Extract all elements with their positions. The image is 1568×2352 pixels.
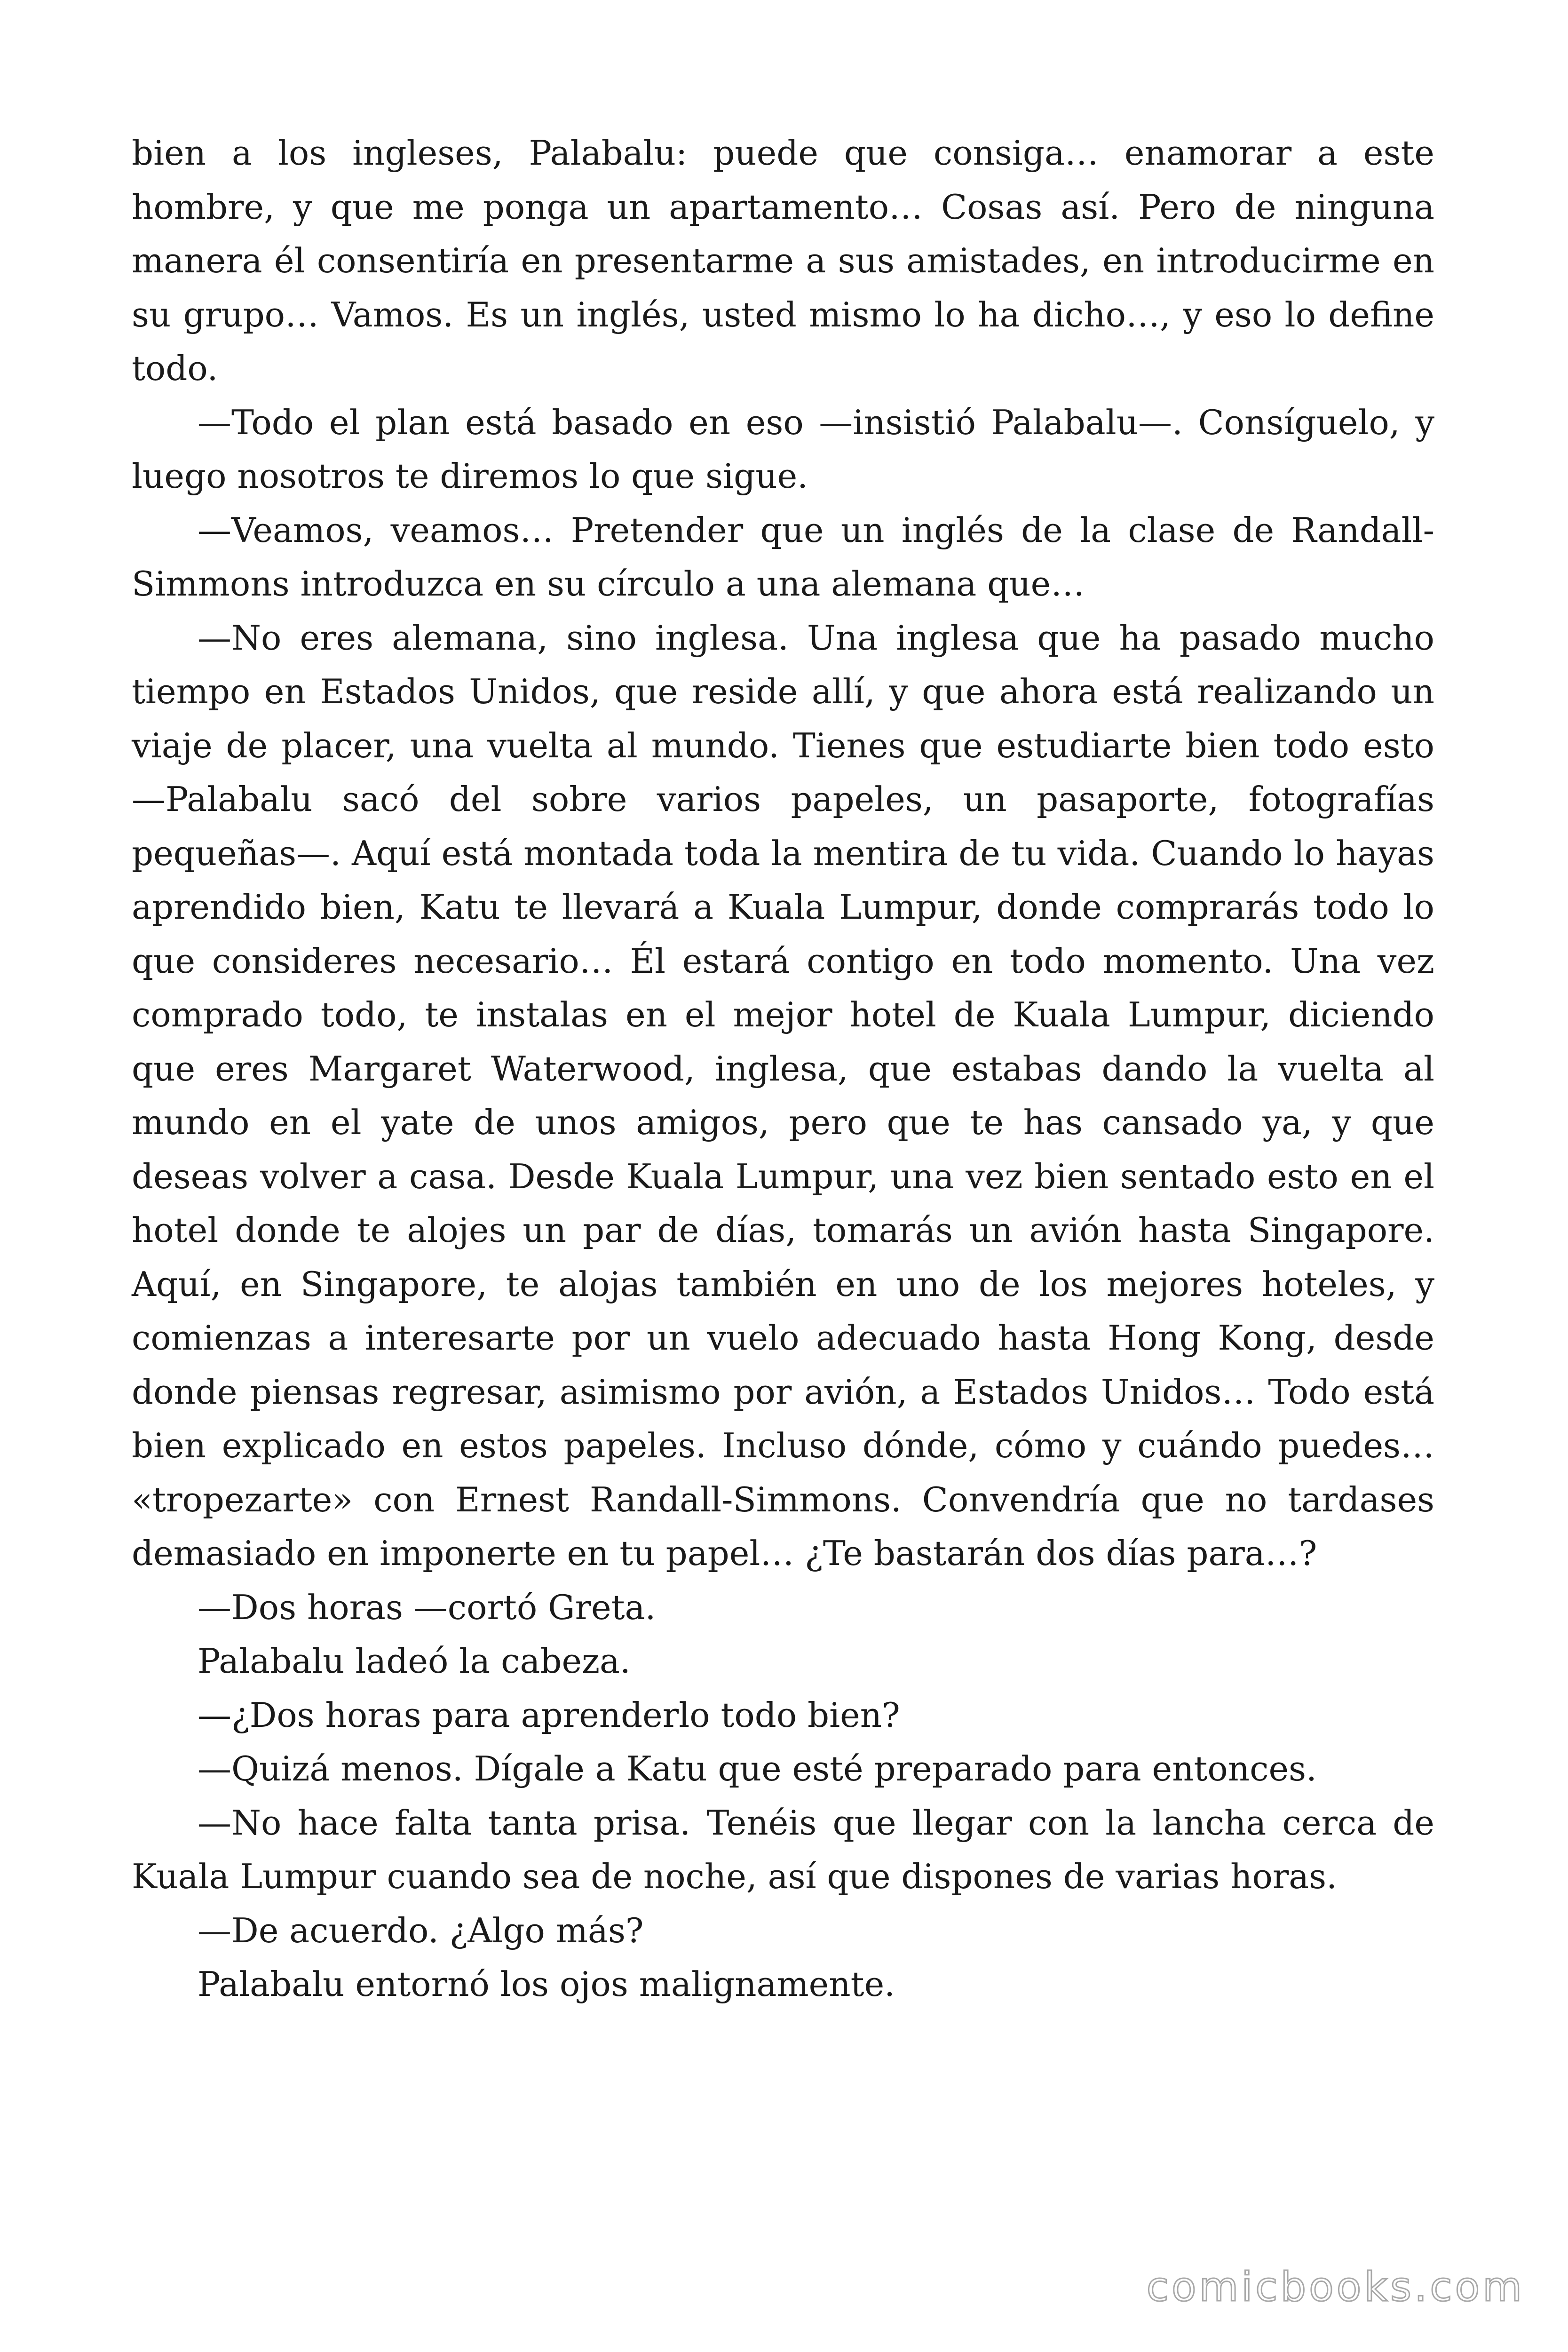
watermark: comicbooks.com bbox=[1146, 2264, 1525, 2311]
paragraph-4: —No eres alemana, sino inglesa. Una inglesa que ha pasado mucho tiempo en Estados Unidos, que reside allí, y que ahora está realizando un viaje de placer, una vuelta al mundo. Tienes que estudiarte bien todo esto —Palabalu sacó del sobre varios papeles, un pasaporte, fotografías pequeñas—. Aquí está montada toda la mentira de tu vida. Cuando lo hayas aprendido bien, Katu te llevará a Kuala Lumpur, donde comprarás todo lo que consideres necesario… Él estará contigo en todo momento. Una vez comprado todo, te instalas en el mejor hotel de Kuala Lumpur, diciendo que eres Margaret Waterwood, inglesa, que estabas dando la vuelta al mundo en el yate de unos amigos, pero que te has cansado ya, y que deseas volver a casa. Desde Kuala Lumpur, una vez bien sentado esto en el hotel donde te alojes un par de días, tomarás un avión hasta Singapore. Aquí, en Singapore, te alojas también en uno de los mejores hoteles, y comienzas a interesarte por un vuelo adecuado hasta Hong Kong, desde donde piensas regresar, asimismo por avión, a Estados Unidos… Todo está bien explicado en estos papeles. Incluso dónde, cómo y cuándo puedes… «tropezarte» con Ernest Randall-Simmons. Convendría que no tardases demasiado en imponerte en tu papel… ¿Te bastarán dos días para…? bbox=[132, 618, 1434, 1573]
paragraph-2: —Todo el plan está basado en eso —insistió Palabalu—. Consíguelo, y luego nosotros te diremos lo que sigue. bbox=[132, 402, 1434, 496]
paragraph-6: Palabalu ladeó la cabeza. bbox=[198, 1641, 631, 1681]
paragraph-11: Palabalu entornó los ojos malignamente. bbox=[198, 1964, 895, 2004]
paragraph-9: —No hace falta tanta prisa. Tenéis que llegar con la lancha cerca de Kuala Lumpur cuando sea de noche, así que dispones de varias horas. bbox=[132, 1803, 1434, 1896]
page-body bbox=[132, 126, 1434, 2011]
paragraph-1: bien a los ingleses, Palabalu: puede que consiga… enamorar a este hombre, y que me ponga un apartamento… Cosas así. Pero de ninguna manera él consentiría en presentarme a sus amistades, en introducirme en su grupo… Vamos. Es un inglés, usted mismo lo ha dicho…, y eso lo define todo. bbox=[132, 133, 1434, 388]
paragraph-3: —Veamos, veamos… Pretender que un inglés de la clase de Randall-Simmons introduzca en su círculo a una alemana que… bbox=[132, 510, 1434, 604]
paragraph-10: —De acuerdo. ¿Algo más? bbox=[198, 1910, 644, 1950]
paragraph-8: —Quizá menos. Dígale a Katu que esté preparado para entonces. bbox=[198, 1749, 1317, 1788]
paragraph-5: —Dos horas —cortó Greta. bbox=[198, 1587, 656, 1627]
paragraph-7: —¿Dos horas para aprenderlo todo bien? bbox=[198, 1695, 900, 1735]
